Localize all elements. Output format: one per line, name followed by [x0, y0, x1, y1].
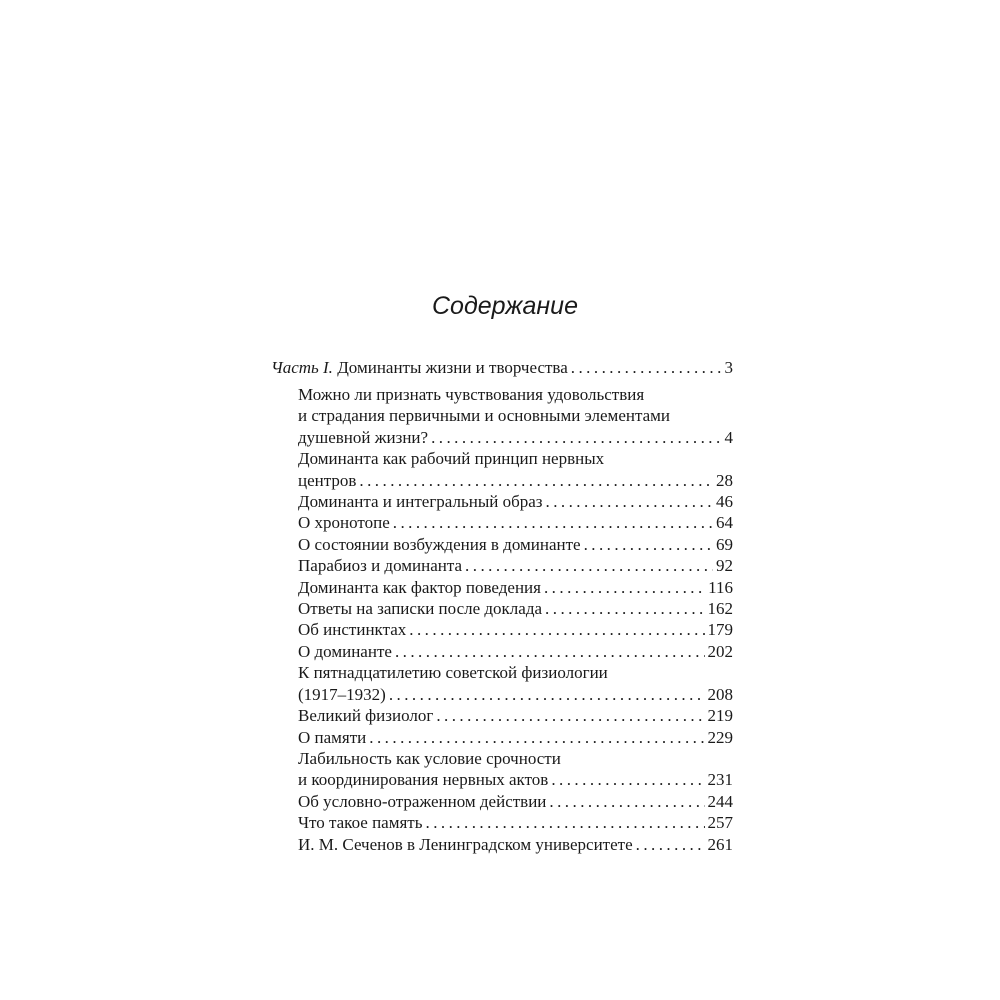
toc-entry-line: [298, 684, 733, 705]
dot-leader: [359, 470, 713, 491]
toc-entry: [298, 662, 733, 705]
toc-entry-page-number: 64: [716, 513, 733, 533]
toc-entry-page-number: 231: [707, 770, 733, 790]
toc-entry-title: Доминанта и интегральный образ: [298, 492, 543, 512]
toc-entry-title: душевной жизни?: [298, 427, 429, 447]
toc-entry: [298, 555, 733, 576]
toc-entry-line: [298, 534, 733, 555]
toc-entry-page-number: 208: [707, 684, 733, 704]
toc-entry: [298, 491, 733, 512]
dot-leader: [636, 834, 705, 855]
toc-entry-page-number: 116: [708, 577, 733, 597]
dot-leader: [584, 534, 713, 555]
toc-entry-line: [298, 727, 733, 748]
toc-entry-title: Парабиоз и доминанта: [298, 556, 463, 576]
dot-leader: [544, 577, 705, 598]
table-of-contents: [271, 357, 733, 855]
toc-entry-page-number: 261: [707, 834, 733, 854]
toc-entry-line: [298, 641, 733, 662]
toc-entry-line: [298, 598, 733, 619]
toc-entry-line: [298, 577, 733, 598]
toc-entry-line: [298, 769, 733, 790]
toc-entry-title: Ответы на записки после доклада: [298, 599, 543, 619]
toc-entry-page-number: 229: [707, 727, 733, 747]
toc-entry-line: [298, 812, 733, 833]
dot-leader: [395, 641, 705, 662]
part-label: Часть I.: [271, 358, 333, 377]
toc-entry-line: [298, 555, 733, 576]
toc-entry: [298, 705, 733, 726]
toc-entry-line: [298, 491, 733, 512]
part-title: Доминанты жизни и творчества: [337, 358, 568, 377]
toc-entry-page-number: 92: [716, 556, 733, 576]
toc-entry: [298, 834, 733, 855]
toc-entry-title: и координирования нервных актов: [298, 770, 549, 790]
toc-entry-page-number: 219: [707, 706, 733, 726]
toc-entry-title: Великий физиолог: [298, 706, 434, 726]
toc-entry: [298, 512, 733, 533]
page-title: Содержание: [432, 292, 578, 320]
toc-entry-title: Доминанта как фактор поведения: [298, 577, 541, 597]
toc-entry-line: [298, 705, 733, 726]
toc-entry-page-number: 257: [707, 813, 733, 833]
toc-entry: [298, 727, 733, 748]
toc-entry-page-number: 244: [707, 791, 733, 811]
dot-leader: [369, 727, 704, 748]
part-page-number: 3: [724, 358, 733, 377]
toc-part-heading: [271, 357, 733, 384]
toc-entry-title: Об инстинктах: [298, 620, 407, 640]
dot-leader: [545, 598, 704, 619]
dot-leader: [409, 619, 704, 640]
toc-entry-line: [298, 834, 733, 855]
toc-entry-title: Лабильность как условие срочности: [298, 748, 561, 768]
toc-entry: [298, 812, 733, 833]
toc-entry-line: [298, 748, 733, 769]
toc-entry: [298, 641, 733, 662]
toc-entry-line: [298, 512, 733, 533]
toc-entry-page-number: 46: [716, 492, 733, 512]
dot-leader: [431, 427, 721, 448]
toc-entry-line: [298, 448, 733, 469]
toc-entry-title: И. М. Сеченов в Ленинградском университете: [298, 834, 633, 854]
toc-entry-line: [298, 405, 733, 426]
dot-leader: [551, 769, 704, 790]
dot-leader: [426, 812, 705, 833]
toc-entry-line: [298, 619, 733, 640]
toc-entry-line: [298, 470, 733, 491]
dot-leader: [389, 684, 705, 705]
toc-entries: [271, 384, 733, 855]
toc-entry: [298, 448, 733, 491]
toc-entry-title: Можно ли признать чувствования удовольствия: [298, 385, 645, 404]
toc-entry-title: О хронотопе: [298, 513, 390, 533]
toc-entry-title: центров: [298, 470, 357, 490]
toc-entry-page-number: 4: [724, 427, 733, 447]
toc-entry-title: и страдания первичными и основными элементами: [298, 406, 670, 426]
toc-entry-title: К пятнадцатилетию советской физиологии: [298, 663, 608, 683]
toc-entry-title: О состоянии возбуждения в доминанте: [298, 534, 581, 554]
toc-entry-line: [298, 791, 733, 812]
toc-entry: [298, 384, 733, 448]
toc-entry-title: О памяти: [298, 727, 367, 747]
toc-entry-title: (1917–1932): [298, 684, 386, 704]
toc-entry-title: Об условно-отраженном действии: [298, 791, 547, 811]
dot-leader: [549, 791, 704, 812]
dot-leader: [436, 705, 704, 726]
toc-entry-line: [298, 662, 733, 683]
toc-entry-line: [298, 384, 733, 405]
toc-entry-page-number: 202: [707, 641, 733, 661]
dot-leader: [393, 512, 713, 533]
toc-entry-line: [298, 427, 733, 448]
toc-entry: [298, 619, 733, 640]
toc-entry-page-number: 179: [707, 620, 733, 640]
toc-entry-title: Что такое память: [298, 813, 423, 833]
toc-entry: [298, 534, 733, 555]
toc-entry: [298, 598, 733, 619]
toc-entry: [298, 577, 733, 598]
toc-entry: [298, 748, 733, 791]
dot-leader: [465, 555, 713, 576]
toc-entry: [298, 791, 733, 812]
dot-leader: [571, 357, 722, 378]
toc-entry-title: О доминанте: [298, 641, 392, 661]
dot-leader: [546, 491, 714, 512]
toc-entry-page-number: 69: [716, 534, 733, 554]
toc-entry-page-number: 162: [707, 599, 733, 619]
toc-entry-title: Доминанта как рабочий принцип нервных: [298, 449, 605, 469]
toc-entry-page-number: 28: [716, 470, 733, 490]
